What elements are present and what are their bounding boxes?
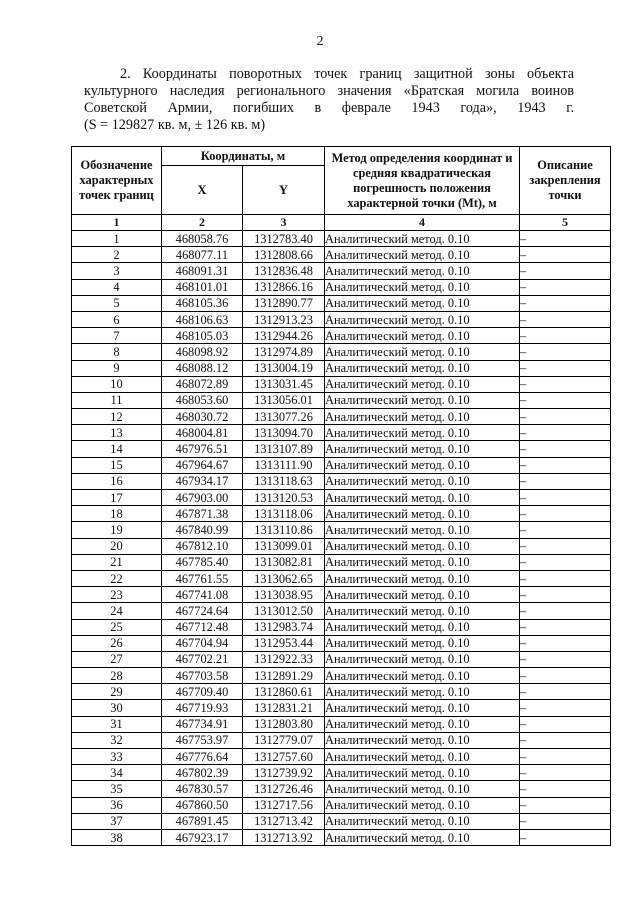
x-coordinate-cell: 467785.40: [162, 554, 243, 570]
description-cell: –: [520, 425, 611, 441]
y-coordinate-cell: 1312726.46: [243, 781, 325, 797]
method-cell: Аналитический метод. 0.10: [325, 473, 520, 489]
column-number: 1: [72, 215, 162, 231]
header-description: Описание закрепления точки: [520, 147, 611, 215]
point-cell: 21: [72, 554, 162, 570]
table-row: [72, 797, 611, 813]
point-cell: 33: [72, 749, 162, 765]
table-row: [72, 295, 611, 311]
x-coordinate-cell: 468106.63: [162, 311, 243, 327]
header-method: Метод определения координат и средняя квадратическая погрешность положения характерной точки (Mt), м: [325, 147, 520, 215]
point-cell: 4: [72, 279, 162, 295]
y-coordinate-cell: 1313082.81: [243, 554, 325, 570]
point-cell: 35: [72, 781, 162, 797]
column-number: 3: [243, 215, 325, 231]
method-cell: Аналитический метод. 0.10: [325, 425, 520, 441]
table-row: [72, 570, 611, 586]
column-number: 5: [520, 215, 611, 231]
description-cell: –: [520, 344, 611, 360]
table-row: [72, 538, 611, 554]
table-row: [72, 765, 611, 781]
description-cell: –: [520, 603, 611, 619]
point-cell: 13: [72, 425, 162, 441]
heading-line-1: 2. Координаты поворотных точек границ защитной зоны объекта: [120, 66, 574, 82]
method-cell: Аналитический метод. 0.10: [325, 603, 520, 619]
description-cell: –: [520, 231, 611, 247]
x-coordinate-cell: 467776.64: [162, 749, 243, 765]
header-coordinates: Координаты, м: [162, 147, 325, 166]
method-cell: Аналитический метод. 0.10: [325, 231, 520, 247]
table-row: [72, 506, 611, 522]
y-coordinate-cell: 1312836.48: [243, 263, 325, 279]
x-coordinate-cell: 467741.08: [162, 587, 243, 603]
point-cell: 17: [72, 490, 162, 506]
description-cell: –: [520, 376, 611, 392]
point-cell: 28: [72, 668, 162, 684]
y-coordinate-cell: 1312974.89: [243, 344, 325, 360]
point-cell: 38: [72, 829, 162, 845]
description-cell: –: [520, 651, 611, 667]
point-cell: 14: [72, 441, 162, 457]
table-row: [72, 311, 611, 327]
y-coordinate-cell: 1312808.66: [243, 247, 325, 263]
table-row: [72, 247, 611, 263]
description-cell: –: [520, 732, 611, 748]
table-row: [72, 749, 611, 765]
description-cell: –: [520, 813, 611, 829]
y-coordinate-cell: 1313004.19: [243, 360, 325, 376]
method-cell: Аналитический метод. 0.10: [325, 732, 520, 748]
x-coordinate-cell: 467703.58: [162, 668, 243, 684]
coordinates-table: [71, 146, 611, 846]
method-cell: Аналитический метод. 0.10: [325, 684, 520, 700]
point-cell: 8: [72, 344, 162, 360]
x-coordinate-cell: 468058.76: [162, 231, 243, 247]
method-cell: Аналитический метод. 0.10: [325, 570, 520, 586]
description-cell: –: [520, 684, 611, 700]
description-cell: –: [520, 538, 611, 554]
point-cell: 10: [72, 376, 162, 392]
table-row: [72, 813, 611, 829]
y-coordinate-cell: 1312891.29: [243, 668, 325, 684]
y-coordinate-cell: 1312890.77: [243, 295, 325, 311]
point-cell: 24: [72, 603, 162, 619]
y-coordinate-cell: 1312831.21: [243, 700, 325, 716]
y-coordinate-cell: 1312717.56: [243, 797, 325, 813]
description-cell: –: [520, 473, 611, 489]
y-coordinate-cell: 1312783.40: [243, 231, 325, 247]
x-coordinate-cell: 467753.97: [162, 732, 243, 748]
point-cell: 25: [72, 619, 162, 635]
y-coordinate-cell: 1312922.33: [243, 651, 325, 667]
y-coordinate-cell: 1313111.90: [243, 457, 325, 473]
y-coordinate-cell: 1312713.92: [243, 829, 325, 845]
description-cell: –: [520, 311, 611, 327]
x-coordinate-cell: 467860.50: [162, 797, 243, 813]
method-cell: Аналитический метод. 0.10: [325, 797, 520, 813]
table-row: [72, 829, 611, 845]
heading-line-3: Советской Армии, погибших в феврале 1943 года», 1943 г.: [84, 100, 574, 116]
table-row: [72, 522, 611, 538]
method-cell: Аналитический метод. 0.10: [325, 700, 520, 716]
point-cell: 16: [72, 473, 162, 489]
y-coordinate-cell: 1312757.60: [243, 749, 325, 765]
description-cell: –: [520, 263, 611, 279]
method-cell: Аналитический метод. 0.10: [325, 538, 520, 554]
description-cell: –: [520, 749, 611, 765]
method-cell: Аналитический метод. 0.10: [325, 749, 520, 765]
description-cell: –: [520, 570, 611, 586]
y-coordinate-cell: 1313118.06: [243, 506, 325, 522]
table-row: [72, 554, 611, 570]
table-row: [72, 263, 611, 279]
x-coordinate-cell: 467976.51: [162, 441, 243, 457]
table-row: [72, 635, 611, 651]
table-row: [72, 668, 611, 684]
description-cell: –: [520, 668, 611, 684]
x-coordinate-cell: 467830.57: [162, 781, 243, 797]
y-coordinate-cell: 1313110.86: [243, 522, 325, 538]
method-cell: Аналитический метод. 0.10: [325, 263, 520, 279]
header-x: X: [162, 166, 243, 215]
table-row: [72, 425, 611, 441]
point-cell: 9: [72, 360, 162, 376]
table-row: [72, 587, 611, 603]
method-cell: Аналитический метод. 0.10: [325, 441, 520, 457]
method-cell: Аналитический метод. 0.10: [325, 247, 520, 263]
y-coordinate-cell: 1313062.65: [243, 570, 325, 586]
description-cell: –: [520, 328, 611, 344]
column-number: 4: [325, 215, 520, 231]
point-cell: 37: [72, 813, 162, 829]
point-cell: 7: [72, 328, 162, 344]
method-cell: Аналитический метод. 0.10: [325, 668, 520, 684]
table-row: [72, 231, 611, 247]
description-cell: –: [520, 490, 611, 506]
method-cell: Аналитический метод. 0.10: [325, 554, 520, 570]
method-cell: Аналитический метод. 0.10: [325, 522, 520, 538]
description-cell: –: [520, 522, 611, 538]
table-row: [72, 344, 611, 360]
method-cell: Аналитический метод. 0.10: [325, 587, 520, 603]
y-coordinate-cell: 1313107.89: [243, 441, 325, 457]
table-row: [72, 409, 611, 425]
description-cell: –: [520, 635, 611, 651]
method-cell: Аналитический метод. 0.10: [325, 392, 520, 408]
point-cell: 6: [72, 311, 162, 327]
table-row: [72, 700, 611, 716]
x-coordinate-cell: 468077.11: [162, 247, 243, 263]
point-cell: 31: [72, 716, 162, 732]
x-coordinate-cell: 467812.10: [162, 538, 243, 554]
y-coordinate-cell: 1312803.80: [243, 716, 325, 732]
point-cell: 15: [72, 457, 162, 473]
method-cell: Аналитический метод. 0.10: [325, 311, 520, 327]
description-cell: –: [520, 392, 611, 408]
y-coordinate-cell: 1313120.53: [243, 490, 325, 506]
method-cell: Аналитический метод. 0.10: [325, 376, 520, 392]
method-cell: Аналитический метод. 0.10: [325, 490, 520, 506]
x-coordinate-cell: 467709.40: [162, 684, 243, 700]
description-cell: –: [520, 797, 611, 813]
column-number: 2: [162, 215, 243, 231]
point-cell: 20: [72, 538, 162, 554]
y-coordinate-cell: 1312913.23: [243, 311, 325, 327]
method-cell: Аналитический метод. 0.10: [325, 619, 520, 635]
description-cell: –: [520, 295, 611, 311]
method-cell: Аналитический метод. 0.10: [325, 328, 520, 344]
x-coordinate-cell: 468101.01: [162, 279, 243, 295]
method-cell: Аналитический метод. 0.10: [325, 360, 520, 376]
x-coordinate-cell: 468030.72: [162, 409, 243, 425]
point-cell: 1: [72, 231, 162, 247]
x-coordinate-cell: 468072.89: [162, 376, 243, 392]
y-coordinate-cell: 1313038.95: [243, 587, 325, 603]
y-coordinate-cell: 1312866.16: [243, 279, 325, 295]
y-coordinate-cell: 1313056.01: [243, 392, 325, 408]
table-row: [72, 376, 611, 392]
description-cell: –: [520, 409, 611, 425]
point-cell: 19: [72, 522, 162, 538]
x-coordinate-cell: 468105.03: [162, 328, 243, 344]
y-coordinate-cell: 1313077.26: [243, 409, 325, 425]
point-cell: 12: [72, 409, 162, 425]
method-cell: Аналитический метод. 0.10: [325, 651, 520, 667]
description-cell: –: [520, 829, 611, 845]
x-coordinate-cell: 467704.94: [162, 635, 243, 651]
table-row: [72, 781, 611, 797]
method-cell: Аналитический метод. 0.10: [325, 344, 520, 360]
method-cell: Аналитический метод. 0.10: [325, 813, 520, 829]
description-cell: –: [520, 279, 611, 295]
description-cell: –: [520, 441, 611, 457]
point-cell: 11: [72, 392, 162, 408]
x-coordinate-cell: 467702.21: [162, 651, 243, 667]
description-cell: –: [520, 765, 611, 781]
x-coordinate-cell: 468053.60: [162, 392, 243, 408]
description-cell: –: [520, 781, 611, 797]
x-coordinate-cell: 467761.55: [162, 570, 243, 586]
table-row: [72, 684, 611, 700]
table-row: [72, 328, 611, 344]
description-cell: –: [520, 457, 611, 473]
x-coordinate-cell: 467840.99: [162, 522, 243, 538]
x-coordinate-cell: 468088.12: [162, 360, 243, 376]
y-coordinate-cell: 1313099.01: [243, 538, 325, 554]
x-coordinate-cell: 467934.17: [162, 473, 243, 489]
x-coordinate-cell: 467719.93: [162, 700, 243, 716]
table-row: [72, 651, 611, 667]
description-cell: –: [520, 506, 611, 522]
x-coordinate-cell: 468004.81: [162, 425, 243, 441]
method-cell: Аналитический метод. 0.10: [325, 765, 520, 781]
y-coordinate-cell: 1312944.26: [243, 328, 325, 344]
description-cell: –: [520, 619, 611, 635]
page-number: 2: [316, 34, 324, 49]
y-coordinate-cell: 1312739.92: [243, 765, 325, 781]
table-row: [72, 716, 611, 732]
x-coordinate-cell: 467724.64: [162, 603, 243, 619]
table-row: [72, 441, 611, 457]
description-cell: –: [520, 554, 611, 570]
x-coordinate-cell: 467734.91: [162, 716, 243, 732]
x-coordinate-cell: 467923.17: [162, 829, 243, 845]
x-coordinate-cell: 467891.45: [162, 813, 243, 829]
description-cell: –: [520, 587, 611, 603]
y-coordinate-cell: 1312983.74: [243, 619, 325, 635]
x-coordinate-cell: 468105.36: [162, 295, 243, 311]
method-cell: Аналитический метод. 0.10: [325, 506, 520, 522]
x-coordinate-cell: 467964.67: [162, 457, 243, 473]
y-coordinate-cell: 1312860.61: [243, 684, 325, 700]
method-cell: Аналитический метод. 0.10: [325, 409, 520, 425]
x-coordinate-cell: 468091.31: [162, 263, 243, 279]
y-coordinate-cell: 1312953.44: [243, 635, 325, 651]
point-cell: 3: [72, 263, 162, 279]
point-cell: 32: [72, 732, 162, 748]
description-cell: –: [520, 716, 611, 732]
heading-line-2: культурного наследия регионального значения «Братская могила воинов: [84, 83, 574, 99]
y-coordinate-cell: 1312713.42: [243, 813, 325, 829]
x-coordinate-cell: 467871.38: [162, 506, 243, 522]
x-coordinate-cell: 468098.92: [162, 344, 243, 360]
y-coordinate-cell: 1313012.50: [243, 603, 325, 619]
y-coordinate-cell: 1313118.63: [243, 473, 325, 489]
point-cell: 36: [72, 797, 162, 813]
point-cell: 22: [72, 570, 162, 586]
method-cell: Аналитический метод. 0.10: [325, 781, 520, 797]
method-cell: Аналитический метод. 0.10: [325, 829, 520, 845]
point-cell: 34: [72, 765, 162, 781]
point-cell: 27: [72, 651, 162, 667]
point-cell: 5: [72, 295, 162, 311]
heading-line-4: (S = 129827 кв. м, ± 126 кв. м): [84, 117, 266, 133]
description-cell: –: [520, 247, 611, 263]
x-coordinate-cell: 467712.48: [162, 619, 243, 635]
point-cell: 23: [72, 587, 162, 603]
y-coordinate-cell: 1312779.07: [243, 732, 325, 748]
section-heading: [84, 66, 574, 134]
method-cell: Аналитический метод. 0.10: [325, 457, 520, 473]
header-y: Y: [243, 166, 325, 215]
y-coordinate-cell: 1313031.45: [243, 376, 325, 392]
table-body: [72, 231, 611, 846]
x-coordinate-cell: 467903.00: [162, 490, 243, 506]
x-coordinate-cell: 467802.39: [162, 765, 243, 781]
description-cell: –: [520, 700, 611, 716]
method-cell: Аналитический метод. 0.10: [325, 635, 520, 651]
point-cell: 30: [72, 700, 162, 716]
table-row: [72, 457, 611, 473]
method-cell: Аналитический метод. 0.10: [325, 716, 520, 732]
table-row: [72, 619, 611, 635]
table-row: [72, 490, 611, 506]
table-row: [72, 360, 611, 376]
table-row: [72, 473, 611, 489]
y-coordinate-cell: 1313094.70: [243, 425, 325, 441]
point-cell: 18: [72, 506, 162, 522]
point-cell: 2: [72, 247, 162, 263]
point-cell: 29: [72, 684, 162, 700]
table-row: [72, 392, 611, 408]
method-cell: Аналитический метод. 0.10: [325, 295, 520, 311]
table-row: [72, 603, 611, 619]
method-cell: Аналитический метод. 0.10: [325, 279, 520, 295]
description-cell: –: [520, 360, 611, 376]
table-row: [72, 279, 611, 295]
table-row: [72, 732, 611, 748]
header-designation: Обозначение характерных точек границ: [72, 147, 162, 215]
point-cell: 26: [72, 635, 162, 651]
